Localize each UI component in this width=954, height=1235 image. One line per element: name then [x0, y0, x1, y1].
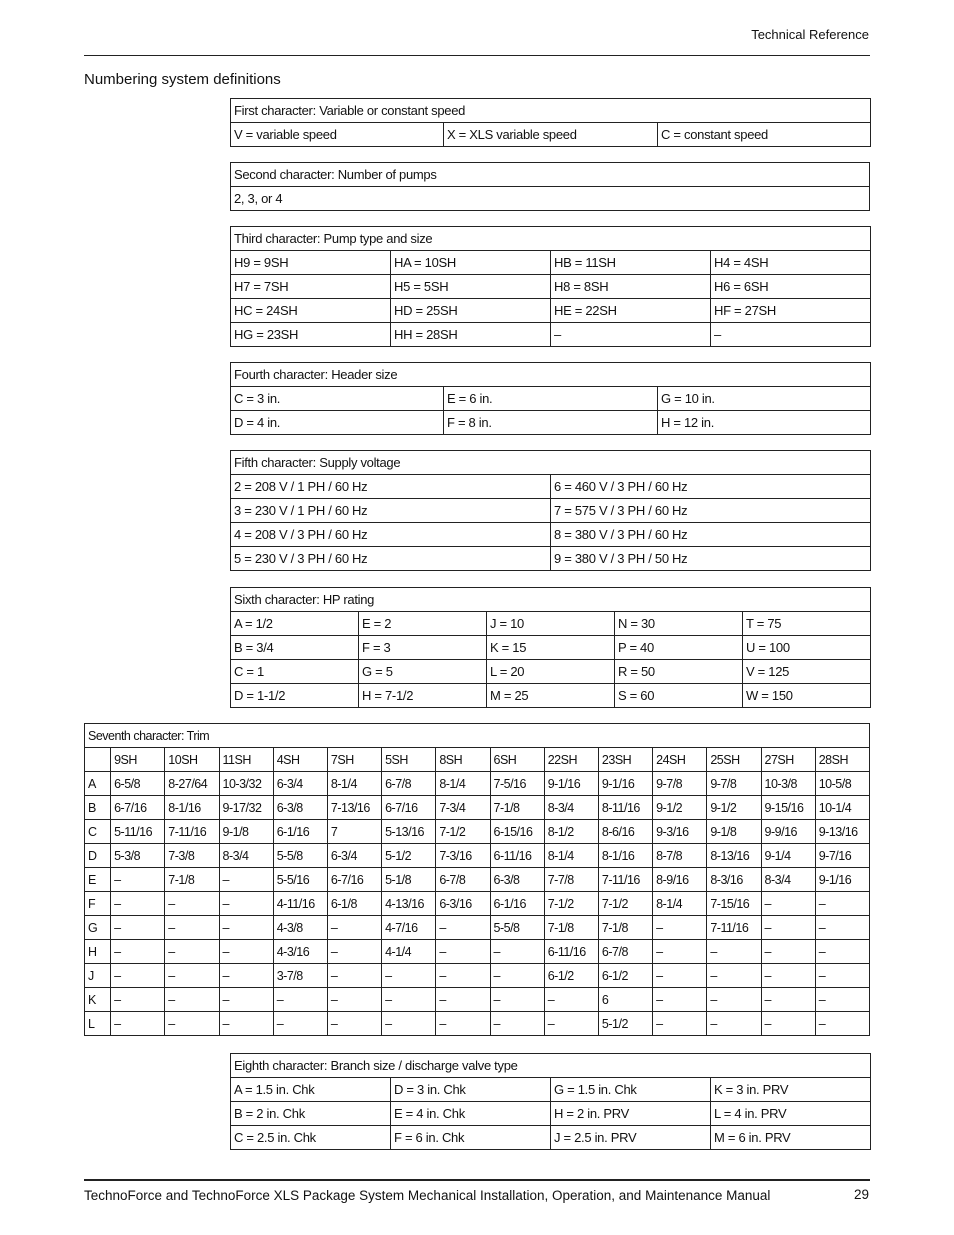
table-cell: – — [707, 988, 761, 1012]
table-cell: M = 25 — [487, 684, 615, 708]
table-cell: – — [711, 323, 871, 347]
table-cell: 9-7/8 — [653, 772, 707, 796]
table-cell: L = 20 — [487, 660, 615, 684]
table-cell: C = 3 in. — [231, 387, 444, 411]
footer-rule — [84, 1179, 870, 1181]
table-cell: 9-17/32 — [219, 796, 273, 820]
table-cell: R = 50 — [615, 660, 743, 684]
table-cell: A = 1/2 — [231, 612, 359, 636]
table-cell: 10-3/8 — [761, 772, 815, 796]
table-cell: G = 5 — [359, 660, 487, 684]
table-cell: 7-3/4 — [436, 796, 490, 820]
table-cell: 9-1/16 — [815, 868, 869, 892]
table-row — [85, 796, 870, 820]
table-cell: 6-3/16 — [436, 892, 490, 916]
table-row — [231, 411, 871, 435]
table-cell: – — [436, 940, 490, 964]
table-cell: V = variable speed — [231, 123, 444, 147]
table-cell: – — [551, 323, 711, 347]
table-cell: 7-11/16 — [707, 916, 761, 940]
table-cell: – — [436, 1012, 490, 1036]
table-cell: HF = 27SH — [711, 299, 871, 323]
table-cell: 9-1/8 — [707, 820, 761, 844]
table-cell: 5-1/2 — [382, 844, 436, 868]
table-cell: 7-13/16 — [327, 796, 381, 820]
table-cell: 8-1/2 — [544, 820, 598, 844]
table-cell: – — [219, 988, 273, 1012]
table-cell: – — [490, 988, 544, 1012]
table-cell: 6-7/16 — [382, 796, 436, 820]
table-row — [231, 299, 871, 323]
table-cell: – — [815, 964, 869, 988]
table-cell: – — [490, 964, 544, 988]
table-cell: H7 = 7SH — [231, 275, 391, 299]
table-cell: S = 60 — [615, 684, 743, 708]
table-cell: J = 2.5 in. PRV — [551, 1126, 711, 1150]
column-header: 6SH — [490, 748, 544, 772]
table-cell: 8-1/16 — [165, 796, 219, 820]
table-cell: – — [327, 1012, 381, 1036]
table-cell: 8-3/4 — [219, 844, 273, 868]
table-cell: – — [219, 1012, 273, 1036]
table-cell: 8-1/4 — [436, 772, 490, 796]
table-row — [231, 684, 871, 708]
table-row — [85, 1012, 870, 1036]
table-caption: Third character: Pump type and size — [231, 227, 871, 251]
table-cell: 9-1/16 — [544, 772, 598, 796]
table-cell: – — [382, 1012, 436, 1036]
table-cell: – — [761, 892, 815, 916]
table-fifth-character — [230, 450, 871, 571]
footer-manual-title: TechnoForce and TechnoForce XLS Package System Mechanical Installation, Operation, and Maintenance Manual — [84, 1188, 771, 1203]
table-cell: H9 = 9SH — [231, 251, 391, 275]
table-cell: – — [327, 940, 381, 964]
column-header: 5SH — [382, 748, 436, 772]
table-caption: First character: Variable or constant speed — [231, 99, 871, 123]
table-cell: 7-1/8 — [490, 796, 544, 820]
table-cell: D — [85, 844, 111, 868]
table-cell: 8-6/16 — [598, 820, 652, 844]
table-cell: 8-1/4 — [653, 892, 707, 916]
table-cell: E — [85, 868, 111, 892]
table-eighth-character — [230, 1053, 871, 1150]
table-cell: HH = 28SH — [391, 323, 551, 347]
table-cell: B = 2 in. Chk — [231, 1102, 391, 1126]
table-cell: HC = 24SH — [231, 299, 391, 323]
table-cell: 7-11/16 — [165, 820, 219, 844]
table-cell: – — [165, 988, 219, 1012]
table-cell: – — [490, 940, 544, 964]
table-cell: – — [653, 916, 707, 940]
table-cell: – — [219, 868, 273, 892]
table-cell: – — [165, 916, 219, 940]
table-cell: H — [85, 940, 111, 964]
table-cell: – — [111, 868, 165, 892]
table-cell: 3-7/8 — [273, 964, 327, 988]
table-cell: – — [436, 916, 490, 940]
table-row — [231, 1126, 871, 1150]
table-cell: L — [85, 1012, 111, 1036]
table-row — [231, 475, 871, 499]
table-row — [85, 772, 870, 796]
table-cell: 8-1/16 — [598, 844, 652, 868]
table-cell: U = 100 — [743, 636, 871, 660]
table-cell: M = 6 in. PRV — [711, 1126, 871, 1150]
table-cell: L = 4 in. PRV — [711, 1102, 871, 1126]
table-cell: 7-1/2 — [436, 820, 490, 844]
table-cell: 7-11/16 — [598, 868, 652, 892]
table-cell: T = 75 — [743, 612, 871, 636]
table-cell: H4 = 4SH — [711, 251, 871, 275]
table-cell: – — [436, 988, 490, 1012]
table-cell: 8-3/16 — [707, 868, 761, 892]
table-cell: – — [815, 916, 869, 940]
table-cell: – — [273, 1012, 327, 1036]
table-cell: – — [653, 988, 707, 1012]
table-cell: 8-3/4 — [761, 868, 815, 892]
table-cell: HA = 10SH — [391, 251, 551, 275]
table-cell: – — [165, 964, 219, 988]
column-header: 28SH — [815, 748, 869, 772]
table-cell: K = 3 in. PRV — [711, 1078, 871, 1102]
table-cell: – — [111, 940, 165, 964]
table-cell: – — [219, 964, 273, 988]
table-cell: HE = 22SH — [551, 299, 711, 323]
table-row — [85, 940, 870, 964]
table-cell: – — [707, 940, 761, 964]
column-header: 25SH — [707, 748, 761, 772]
table-cell: 4 = 208 V / 3 PH / 60 Hz — [231, 523, 551, 547]
table-cell: – — [111, 964, 165, 988]
table-cell: – — [436, 964, 490, 988]
table-cell: 6-1/8 — [327, 892, 381, 916]
table-cell: 7-7/8 — [544, 868, 598, 892]
table-cell: 8 = 380 V / 3 PH / 60 Hz — [551, 523, 871, 547]
table-row — [231, 251, 871, 275]
table-row — [231, 499, 871, 523]
table-cell: – — [111, 916, 165, 940]
table-cell: 9-7/16 — [815, 844, 869, 868]
table-row — [231, 660, 871, 684]
table-cell: F — [85, 892, 111, 916]
table-cell: HG = 23SH — [231, 323, 391, 347]
table-cell: P = 40 — [615, 636, 743, 660]
column-header: 22SH — [544, 748, 598, 772]
table-row — [85, 988, 870, 1012]
table-cell: 4-11/16 — [273, 892, 327, 916]
table-cell: 6-11/16 — [544, 940, 598, 964]
table-row — [231, 523, 871, 547]
table-cell: 5-5/16 — [273, 868, 327, 892]
table-cell: – — [165, 1012, 219, 1036]
table-cell: 4-3/16 — [273, 940, 327, 964]
table-cell: – — [111, 988, 165, 1012]
column-header: 8SH — [436, 748, 490, 772]
table-cell: X = XLS variable speed — [444, 123, 658, 147]
table-row — [85, 820, 870, 844]
table-cell: 8-1/4 — [327, 772, 381, 796]
table-cell: D = 1-1/2 — [231, 684, 359, 708]
table-cell: K = 15 — [487, 636, 615, 660]
table-cell: N = 30 — [615, 612, 743, 636]
table-cell: G = 1.5 in. Chk — [551, 1078, 711, 1102]
table-cell: – — [544, 1012, 598, 1036]
table-cell: 4-1/4 — [382, 940, 436, 964]
table-cell: – — [815, 940, 869, 964]
table-cell: – — [761, 988, 815, 1012]
table-cell: – — [327, 964, 381, 988]
table-cell: J — [85, 964, 111, 988]
table-cell: 10-1/4 — [815, 796, 869, 820]
table-cell: 7-15/16 — [707, 892, 761, 916]
table-cell: J = 10 — [487, 612, 615, 636]
table-cell: D = 3 in. Chk — [391, 1078, 551, 1102]
table-third-character — [230, 226, 871, 347]
table-cell: – — [165, 940, 219, 964]
table-cell: F = 8 in. — [444, 411, 658, 435]
table-cell: – — [382, 988, 436, 1012]
table-cell: 6-7/16 — [111, 796, 165, 820]
header-rule — [84, 55, 870, 56]
table-row — [85, 892, 870, 916]
table-cell: 9-9/16 — [761, 820, 815, 844]
table-first-character — [230, 98, 871, 147]
table-cell: 9-15/16 — [761, 796, 815, 820]
table-cell: – — [382, 964, 436, 988]
table-cell: 4-3/8 — [273, 916, 327, 940]
table-cell: 9-1/8 — [219, 820, 273, 844]
table-cell: D = 4 in. — [231, 411, 444, 435]
table-cell: C = 1 — [231, 660, 359, 684]
table-cell: 9-7/8 — [707, 772, 761, 796]
table-cell: 7-5/16 — [490, 772, 544, 796]
table-row — [231, 636, 871, 660]
table-cell: 6-1/2 — [598, 964, 652, 988]
table-cell: HB = 11SH — [551, 251, 711, 275]
table-cell: C — [85, 820, 111, 844]
column-header: 23SH — [598, 748, 652, 772]
column-header: 7SH — [327, 748, 381, 772]
table-cell: – — [327, 988, 381, 1012]
page-number: 29 — [853, 1187, 869, 1202]
table-row — [85, 916, 870, 940]
table-cell: 9-3/16 — [653, 820, 707, 844]
table-cell: 6-11/16 — [490, 844, 544, 868]
table-cell: – — [653, 1012, 707, 1036]
column-header — [85, 748, 111, 772]
table-cell: – — [707, 964, 761, 988]
table-cell: 5-13/16 — [382, 820, 436, 844]
table-cell: – — [490, 1012, 544, 1036]
table-seventh-character — [84, 723, 870, 1036]
table-cell: 5 = 230 V / 3 PH / 60 Hz — [231, 547, 551, 571]
table-cell: – — [165, 892, 219, 916]
table-cell: 4-13/16 — [382, 892, 436, 916]
table-row — [231, 612, 871, 636]
table-cell: – — [111, 1012, 165, 1036]
table-row — [231, 323, 871, 347]
table-cell: 6 = 460 V / 3 PH / 60 Hz — [551, 475, 871, 499]
table-cell: – — [761, 1012, 815, 1036]
table-row — [231, 1078, 871, 1102]
table-cell: 8-7/8 — [653, 844, 707, 868]
table-cell: A — [85, 772, 111, 796]
table-cell: 10-5/8 — [815, 772, 869, 796]
table-header-row — [85, 748, 870, 772]
table-cell: G — [85, 916, 111, 940]
table-cell: 10-3/32 — [219, 772, 273, 796]
table-second-character — [230, 162, 870, 211]
table-caption: Fifth character: Supply voltage — [231, 451, 871, 475]
table-cell: 6-7/8 — [382, 772, 436, 796]
table-cell: C = 2.5 in. Chk — [231, 1126, 391, 1150]
table-cell: 9-1/2 — [707, 796, 761, 820]
table-cell: – — [219, 916, 273, 940]
table-cell: C = constant speed — [658, 123, 871, 147]
table-cell: – — [273, 988, 327, 1012]
table-cell: 7-3/8 — [165, 844, 219, 868]
table-cell: – — [815, 892, 869, 916]
table-cell: 7-1/8 — [598, 916, 652, 940]
table-cell: 6-1/2 — [544, 964, 598, 988]
table-cell: 7 = 575 V / 3 PH / 60 Hz — [551, 499, 871, 523]
table-cell: – — [327, 916, 381, 940]
table-caption: Second character: Number of pumps — [231, 163, 870, 187]
table-caption: Seventh character: Trim — [85, 724, 870, 748]
table-cell: – — [761, 940, 815, 964]
table-cell: F = 6 in. Chk — [391, 1126, 551, 1150]
table-row — [231, 1102, 871, 1126]
table-cell: 6-1/16 — [273, 820, 327, 844]
table-cell: 8-11/16 — [598, 796, 652, 820]
column-header: 9SH — [111, 748, 165, 772]
table-cell: H = 2 in. PRV — [551, 1102, 711, 1126]
column-header: 24SH — [653, 748, 707, 772]
table-cell: 3 = 230 V / 1 PH / 60 Hz — [231, 499, 551, 523]
table-caption: Eighth character: Branch size / discharge valve type — [231, 1054, 871, 1078]
table-cell: 8-13/16 — [707, 844, 761, 868]
table-row — [85, 868, 870, 892]
table-cell: H5 = 5SH — [391, 275, 551, 299]
table-cell: 2 = 208 V / 1 PH / 60 Hz — [231, 475, 551, 499]
column-header: 27SH — [761, 748, 815, 772]
table-cell: – — [219, 892, 273, 916]
table-cell: 6-7/8 — [436, 868, 490, 892]
table-cell: 5-11/16 — [111, 820, 165, 844]
table-cell: – — [815, 988, 869, 1012]
table-cell: 7-3/16 — [436, 844, 490, 868]
table-cell: – — [219, 940, 273, 964]
column-header: 4SH — [273, 748, 327, 772]
table-cell: 9 = 380 V / 3 PH / 50 Hz — [551, 547, 871, 571]
header-section-label: Technical Reference — [751, 27, 869, 42]
table-caption: Fourth character: Header size — [231, 363, 871, 387]
table-cell: 6-7/16 — [327, 868, 381, 892]
table-cell: – — [653, 964, 707, 988]
table-row — [231, 275, 871, 299]
table-cell: – — [111, 892, 165, 916]
table-cell: E = 4 in. Chk — [391, 1102, 551, 1126]
table-cell: 9-1/16 — [598, 772, 652, 796]
table-cell: 6 — [598, 988, 652, 1012]
table-cell: 6-3/8 — [490, 868, 544, 892]
table-cell: B — [85, 796, 111, 820]
table-cell: 4-7/16 — [382, 916, 436, 940]
table-cell: 7-1/8 — [165, 868, 219, 892]
table-cell: 5-3/8 — [111, 844, 165, 868]
table-row — [231, 387, 871, 411]
table-cell: – — [544, 988, 598, 1012]
table-cell: 7-1/8 — [544, 916, 598, 940]
table-row — [85, 964, 870, 988]
table-cell: 5-1/8 — [382, 868, 436, 892]
table-cell: 7 — [327, 820, 381, 844]
table-cell: 2, 3, or 4 — [231, 187, 870, 211]
table-cell: H = 12 in. — [658, 411, 871, 435]
table-cell: HD = 25SH — [391, 299, 551, 323]
table-row — [85, 844, 870, 868]
table-caption: Sixth character: HP rating — [231, 588, 871, 612]
table-cell: E = 6 in. — [444, 387, 658, 411]
table-cell: G = 10 in. — [658, 387, 871, 411]
table-cell: – — [653, 940, 707, 964]
table-cell: A = 1.5 in. Chk — [231, 1078, 391, 1102]
table-cell: 9-1/2 — [653, 796, 707, 820]
table-cell: E = 2 — [359, 612, 487, 636]
table-cell: K — [85, 988, 111, 1012]
table-cell: H = 7-1/2 — [359, 684, 487, 708]
table-cell: 6-3/4 — [327, 844, 381, 868]
table-fourth-character — [230, 362, 871, 435]
section-title: Numbering system definitions — [84, 71, 281, 88]
table-cell: – — [761, 964, 815, 988]
table-cell: H6 = 6SH — [711, 275, 871, 299]
table-cell: 7-1/2 — [598, 892, 652, 916]
table-cell: 5-5/8 — [273, 844, 327, 868]
table-cell: W = 150 — [743, 684, 871, 708]
table-cell: 6-15/16 — [490, 820, 544, 844]
table-cell: 8-1/4 — [544, 844, 598, 868]
table-cell: 6-5/8 — [111, 772, 165, 796]
table-cell: – — [815, 1012, 869, 1036]
table-cell: 9-13/16 — [815, 820, 869, 844]
table-cell: 8-9/16 — [653, 868, 707, 892]
column-header: 10SH — [165, 748, 219, 772]
table-cell: 8-3/4 — [544, 796, 598, 820]
table-sixth-character — [230, 587, 871, 708]
table-cell: H8 = 8SH — [551, 275, 711, 299]
table-cell: 5-1/2 — [598, 1012, 652, 1036]
table-cell: 6-7/8 — [598, 940, 652, 964]
table-cell: – — [761, 916, 815, 940]
table-cell: 6-3/4 — [273, 772, 327, 796]
table-cell: 8-27/64 — [165, 772, 219, 796]
table-cell: 9-1/4 — [761, 844, 815, 868]
table-cell: – — [707, 1012, 761, 1036]
table-cell: 7-1/2 — [544, 892, 598, 916]
table-cell: B = 3/4 — [231, 636, 359, 660]
table-row — [231, 547, 871, 571]
column-header: 11SH — [219, 748, 273, 772]
table-cell: F = 3 — [359, 636, 487, 660]
table-cell: 6-3/8 — [273, 796, 327, 820]
table-cell: 6-1/16 — [490, 892, 544, 916]
table-cell: V = 125 — [743, 660, 871, 684]
table-cell: 5-5/8 — [490, 916, 544, 940]
